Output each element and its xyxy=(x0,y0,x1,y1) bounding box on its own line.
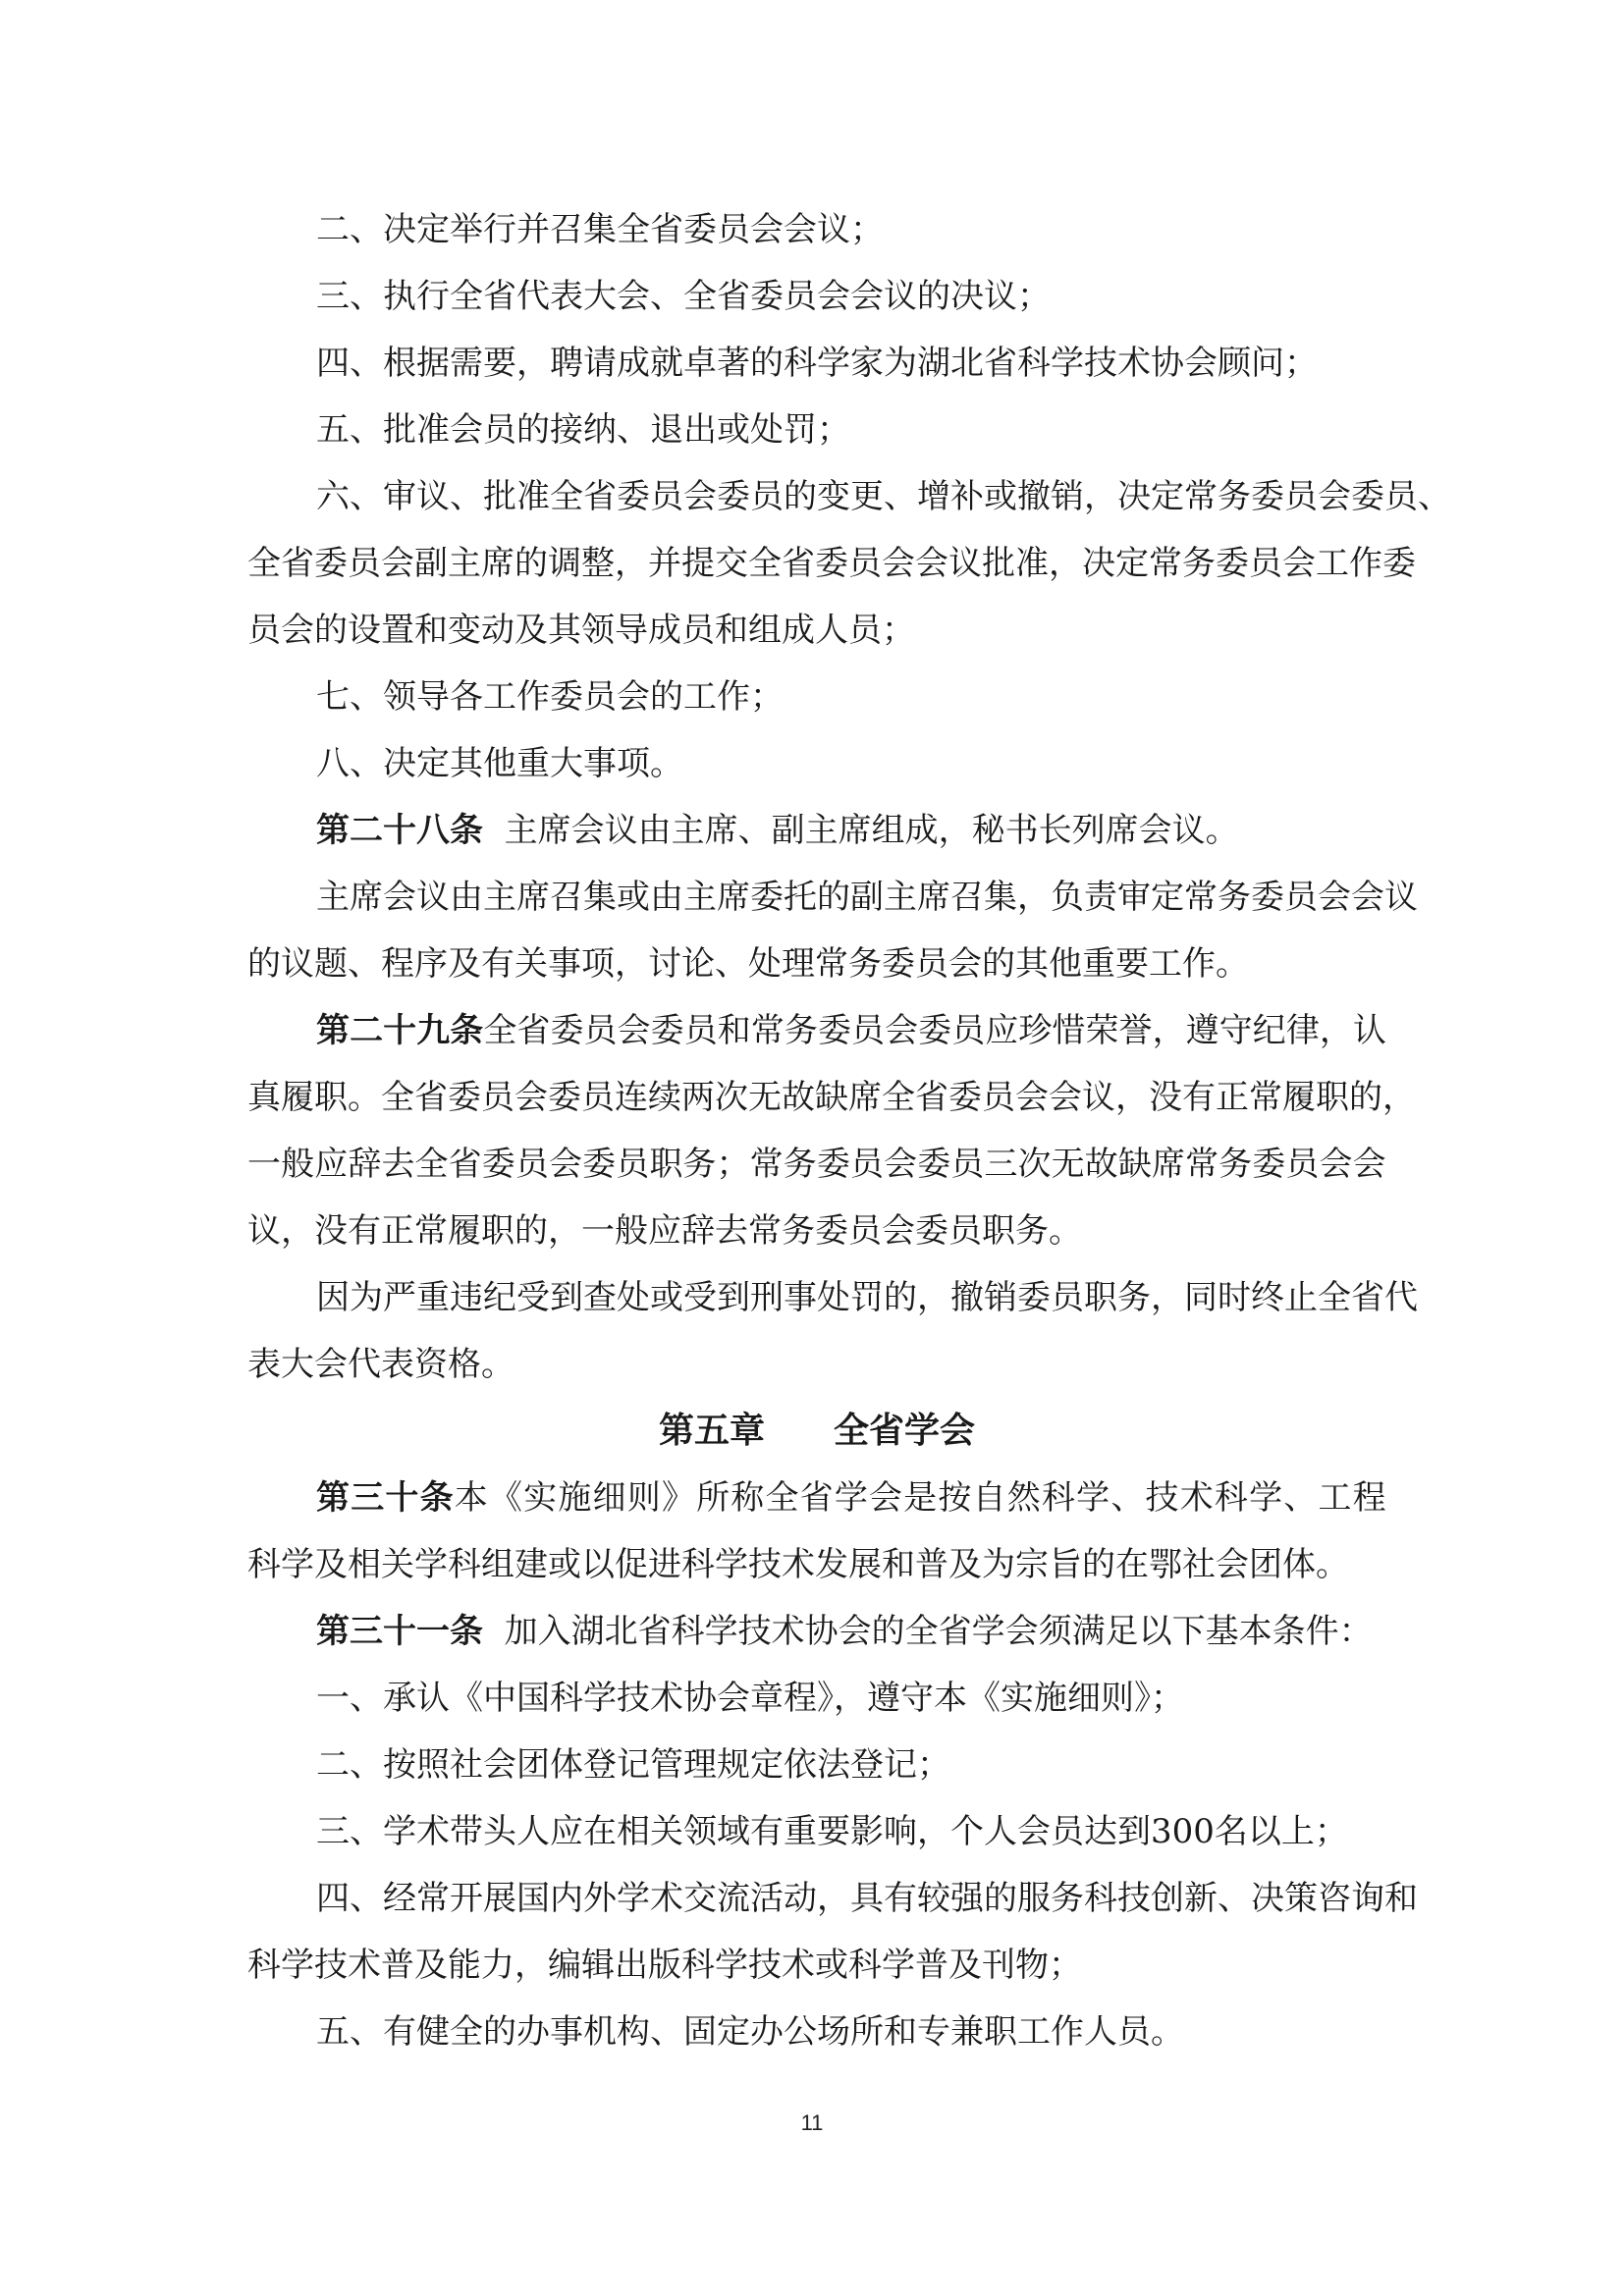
text-line: 六 、 审 议 、 批 准 全 省 委 员 会 委 员 的 变 更 、 增 补 或 撤 销 ， 决 定 常 务 委 员 会 委 员 、 xyxy=(316,477,1451,516)
line-text: 科学技术普及能力，编辑出版科学技术或科学普及刊物； xyxy=(247,1946,1082,1985)
line-text: 主席会议由主席、副主席组成，秘书长列席会议。 xyxy=(483,811,1239,850)
text-line xyxy=(247,1732,1386,1798)
text-line: 真 履 职 。 全 省 委 员 会 委 员 连 续 两 次 无 故 缺 席 全 省 委 员 会 会 议 ， 没 有 正 常 履 职 的 ， xyxy=(247,1078,1416,1117)
text-line: 第 二 十 九 条 全 省 委 员 会 委 员 和 常 务 委 员 会 委 员 应 珍 惜 荣 誉 ， 遵 守 纪 律 ， 认 xyxy=(316,1011,1386,1050)
text-line: 第 三 十 条 本 《 实 施 细 则 》 所 称 全 省 学 会 是 按 自 然 科 学 、 技 术 科 学 、 工 程 xyxy=(316,1478,1386,1518)
text-line xyxy=(247,1798,1386,1865)
line-text: 二、按照社会团体登记管理规定依法登记； xyxy=(316,1745,950,1785)
line-text: 七、领导各工作委员会的工作； xyxy=(316,677,784,717)
line-text: 五、批准会员的接纳、退出或处罚； xyxy=(316,410,850,450)
text-line xyxy=(247,1531,1386,1598)
line-text: 的议题、程序及有关事项，讨论、处理常务委员会的其他重要工作。 xyxy=(247,944,1249,984)
chapter-number: 第五章 xyxy=(658,1411,765,1451)
text-line xyxy=(247,797,1386,864)
chapter-title: 全省学会 xyxy=(834,1411,976,1451)
text-line xyxy=(247,597,1386,664)
text-line xyxy=(247,397,1386,463)
line-text: 议，没有正常履职的，一般应辞去常务委员会委员职务。 xyxy=(247,1211,1082,1251)
line-text: 加入湖北省科学技术协会的全省学会须满足以下基本条件： xyxy=(483,1612,1373,1651)
text-line xyxy=(247,1198,1386,1264)
text-line xyxy=(247,730,1386,797)
text-line: 全 省 委 员 会 副 主 席 的 调 整 ， 并 提 交 全 省 委 员 会 会 议 批 准 ， 决 定 常 务 委 员 会 工 作 委 xyxy=(247,544,1416,583)
line-text: 四、根据需要，聘请成就卓著的科学家为湖北省科学技术协会顾问； xyxy=(316,344,1318,383)
text-line xyxy=(247,1665,1386,1732)
text-line xyxy=(247,1331,1386,1398)
line-text: 三、执行全省代表大会、全省委员会会议的决议； xyxy=(316,277,1051,316)
line-text: 五、有健全的办事机构、固定办公场所和专兼职工作人员。 xyxy=(316,2012,1184,2052)
line-text: 表大会代表资格。 xyxy=(247,1345,514,1384)
article-number: 第三十一条 xyxy=(316,1612,483,1651)
text-line xyxy=(247,664,1386,730)
line-text: 一、承认《中国科学技术协会章程》，遵守本《实施细则》； xyxy=(316,1679,1184,1718)
text-line xyxy=(247,931,1386,997)
text-line xyxy=(247,1999,1386,2065)
text-line xyxy=(247,330,1386,397)
article-lines-chapter-five xyxy=(247,1465,1418,2065)
text-line xyxy=(247,196,1386,263)
line-text: 三、学术带头人应在相关领域有重要影响，个人会员达到300名以上； xyxy=(316,1812,1348,1851)
line-text: 员会的设置和变动及其领导成员和组成人员； xyxy=(247,611,915,650)
text-line: 四 、 经 常 开 展 国 内 外 学 术 交 流 活 动 ， 具 有 较 强 的 服 务 科 技 创 新 、 决 策 咨 询 和 xyxy=(316,1879,1418,1918)
chapter-heading xyxy=(247,1398,1386,1465)
body-text xyxy=(247,196,1451,2065)
line-text: 科学及相关学科组建或以促进科学技术发展和普及为宗旨的在鄂社会团体。 xyxy=(247,1545,1349,1584)
article-number: 第二十八条 xyxy=(316,811,483,850)
text-line: 主 席 会 议 由 主 席 召 集 或 由 主 席 委 托 的 副 主 席 召 集 ， 负 责 审 定 常 务 委 员 会 会 议 xyxy=(316,878,1418,917)
text-line xyxy=(247,1598,1386,1665)
text-line xyxy=(247,1932,1386,1999)
text-line xyxy=(247,263,1386,330)
text-line: 因 为 严 重 违 纪 受 到 查 处 或 受 到 刑 事 处 罚 的 ， 撤 销 委 员 职 务 ， 同 时 终 止 全 省 代 xyxy=(316,1278,1418,1317)
line-text: 八、决定其他重大事项。 xyxy=(316,744,683,783)
text-line: 一 般 应 辞 去 全 省 委 员 会 委 员 职 务 ； 常 务 委 员 会 委 员 三 次 无 故 缺 席 常 务 委 员 会 会 xyxy=(247,1145,1386,1184)
article-lines xyxy=(247,196,1451,1398)
line-text: 二、决定举行并召集全省委员会会议； xyxy=(316,210,884,249)
page-number: 11 xyxy=(800,2110,824,2135)
